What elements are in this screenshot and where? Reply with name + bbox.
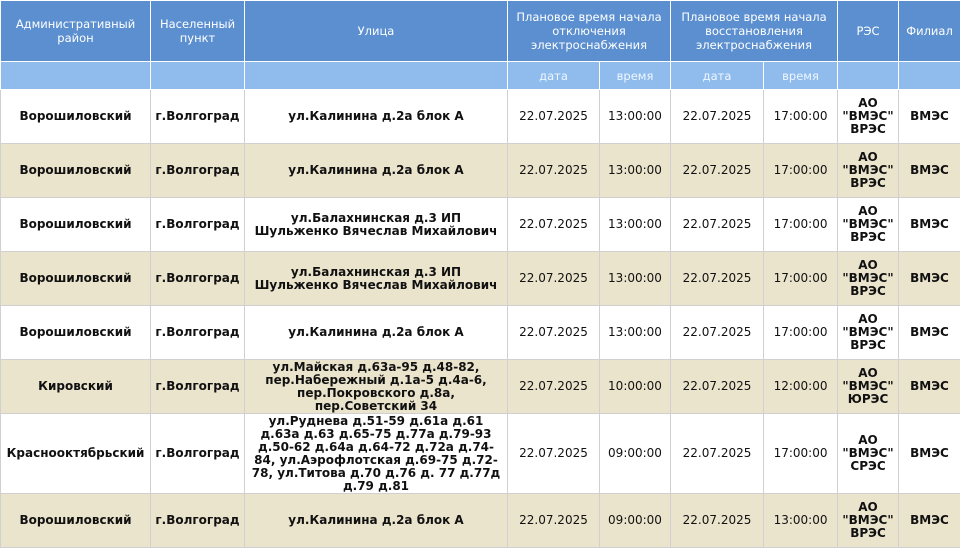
cell-locality: г.Волгоград: [151, 360, 245, 414]
subheader-off-time: время: [600, 62, 671, 90]
cell-off-date: 22.07.2025: [508, 494, 600, 548]
cell-on-time: 17:00:00: [764, 306, 838, 360]
cell-off-date: 22.07.2025: [508, 144, 600, 198]
cell-street: ул.Калинина д.2а блок А: [245, 494, 508, 548]
cell-branch: ВМЭС: [899, 144, 960, 198]
cell-branch: ВМЭС: [899, 360, 960, 414]
table-header: [1, 1, 960, 90]
cell-off-time: 13:00:00: [600, 306, 671, 360]
cell-off-time: 13:00:00: [600, 252, 671, 306]
cell-on-time: 17:00:00: [764, 414, 838, 494]
cell-district: Ворошиловский: [1, 198, 151, 252]
cell-locality: г.Волгоград: [151, 252, 245, 306]
cell-res: АО "ВМЭС" ВРЭС: [838, 198, 899, 252]
cell-branch: ВМЭС: [899, 414, 960, 494]
cell-street: ул.Майская д.63а-95 д.48-82, пер.Набережный д.1а-5 д.4а-6, пер.Покровского д.8а, пер.Советский 34: [245, 360, 508, 414]
header-locality: Населенный пункт: [151, 1, 245, 62]
cell-off-date: 22.07.2025: [508, 198, 600, 252]
cell-on-date: 22.07.2025: [671, 414, 764, 494]
cell-off-date: 22.07.2025: [508, 252, 600, 306]
table-row: [1, 360, 960, 414]
subheader-empty: [899, 62, 960, 90]
cell-off-time: 09:00:00: [600, 414, 671, 494]
cell-res: АО "ВМЭС" ВРЭС: [838, 90, 899, 144]
cell-on-date: 22.07.2025: [671, 144, 764, 198]
cell-off-time: 10:00:00: [600, 360, 671, 414]
cell-district: Ворошиловский: [1, 90, 151, 144]
cell-street: ул.Калинина д.2а блок А: [245, 144, 508, 198]
cell-locality: г.Волгоград: [151, 306, 245, 360]
table-row: [1, 494, 960, 548]
cell-on-date: 22.07.2025: [671, 360, 764, 414]
cell-branch: ВМЭС: [899, 494, 960, 548]
table-row: [1, 198, 960, 252]
cell-off-date: 22.07.2025: [508, 414, 600, 494]
cell-on-time: 13:00:00: [764, 494, 838, 548]
header-off-time: Плановое время начала отключения электроснабжения: [508, 1, 671, 62]
header-street: Улица: [245, 1, 508, 62]
subheader-empty: [151, 62, 245, 90]
cell-on-date: 22.07.2025: [671, 198, 764, 252]
table-row: [1, 414, 960, 494]
subheader-on-time: время: [764, 62, 838, 90]
cell-street: ул.Балахнинская д.3 ИП Шульженко Вячеслав Михайлович: [245, 252, 508, 306]
cell-on-time: 17:00:00: [764, 90, 838, 144]
cell-on-time: 12:00:00: [764, 360, 838, 414]
header-res: РЭС: [838, 1, 899, 62]
cell-on-time: 17:00:00: [764, 144, 838, 198]
cell-off-time: 09:00:00: [600, 494, 671, 548]
cell-off-date: 22.07.2025: [508, 360, 600, 414]
cell-on-date: 22.07.2025: [671, 252, 764, 306]
table-row: [1, 144, 960, 198]
subheader-off-date: дата: [508, 62, 600, 90]
cell-branch: ВМЭС: [899, 306, 960, 360]
cell-street: ул.Руднева д.51-59 д.61а д.61 д.63а д.63 д.65-75 д.77а д.79-93 д.50-62 д.64а д.64-72 д.72а д.74-84, ул.Аэрофлотская д.69-75 д.72-78, ул.Титова д.70 д.76 д. 77 д.77д д.79 д.81: [245, 414, 508, 494]
table-row: [1, 306, 960, 360]
cell-street: ул.Балахнинская д.3 ИП Шульженко Вячеслав Михайлович: [245, 198, 508, 252]
cell-district: Краснооктябрьский: [1, 414, 151, 494]
cell-branch: ВМЭС: [899, 252, 960, 306]
cell-on-time: 17:00:00: [764, 198, 838, 252]
cell-branch: ВМЭС: [899, 198, 960, 252]
cell-off-time: 13:00:00: [600, 90, 671, 144]
cell-locality: г.Волгоград: [151, 144, 245, 198]
subheader-on-date: дата: [671, 62, 764, 90]
cell-off-time: 13:00:00: [600, 144, 671, 198]
cell-off-date: 22.07.2025: [508, 90, 600, 144]
subheader-empty: [1, 62, 151, 90]
cell-district: Ворошиловский: [1, 494, 151, 548]
cell-locality: г.Волгоград: [151, 90, 245, 144]
cell-locality: г.Волгоград: [151, 414, 245, 494]
cell-res: АО "ВМЭС" ЮРЭС: [838, 360, 899, 414]
cell-on-date: 22.07.2025: [671, 90, 764, 144]
subheader-empty: [838, 62, 899, 90]
cell-district: Ворошиловский: [1, 306, 151, 360]
cell-on-date: 22.07.2025: [671, 494, 764, 548]
cell-res: АО "ВМЭС" ВРЭС: [838, 252, 899, 306]
table-row: [1, 252, 960, 306]
header-restore-time: Плановое время начала восстановления электроснабжения: [671, 1, 838, 62]
header-district: Административный район: [1, 1, 151, 62]
cell-district: Ворошиловский: [1, 252, 151, 306]
cell-street: ул.Калинина д.2а блок А: [245, 306, 508, 360]
subheader-empty: [245, 62, 508, 90]
cell-res: АО "ВМЭС" ВРЭС: [838, 306, 899, 360]
cell-on-date: 22.07.2025: [671, 306, 764, 360]
cell-locality: г.Волгоград: [151, 198, 245, 252]
table-body: [1, 90, 960, 548]
cell-res: АО "ВМЭС" ВРЭС: [838, 144, 899, 198]
cell-locality: г.Волгоград: [151, 494, 245, 548]
cell-street: ул.Калинина д.2а блок А: [245, 90, 508, 144]
cell-off-time: 13:00:00: [600, 198, 671, 252]
cell-on-time: 17:00:00: [764, 252, 838, 306]
cell-off-date: 22.07.2025: [508, 306, 600, 360]
table-row: [1, 90, 960, 144]
cell-district: Кировский: [1, 360, 151, 414]
header-branch: Филиал: [899, 1, 960, 62]
cell-branch: ВМЭС: [899, 90, 960, 144]
cell-res: АО "ВМЭС" ВРЭС: [838, 494, 899, 548]
cell-res: АО "ВМЭС" СРЭС: [838, 414, 899, 494]
cell-district: Ворошиловский: [1, 144, 151, 198]
